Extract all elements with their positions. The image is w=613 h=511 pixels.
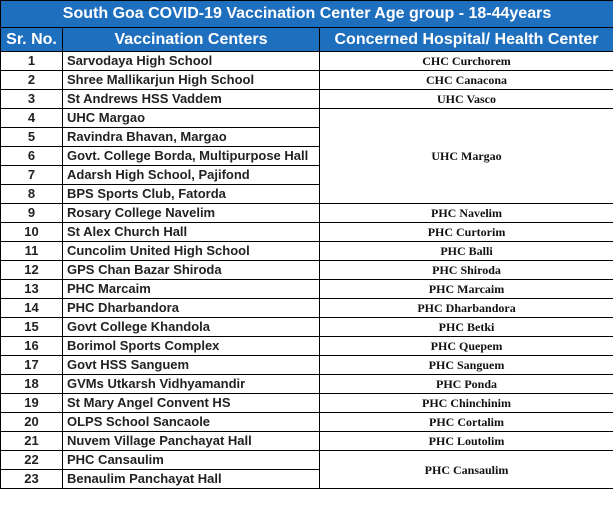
- table-row: [1, 356, 613, 375]
- hospital-cell: PHC Cansaulim: [320, 451, 613, 489]
- vaccination-center-cell: Govt HSS Sanguem: [63, 356, 320, 375]
- sr-no-cell: 2: [1, 71, 63, 90]
- table-row: [1, 299, 613, 318]
- column-header-row: [1, 28, 613, 52]
- table-body: [1, 52, 613, 489]
- vaccination-center-cell: PHC Marcaim: [63, 280, 320, 299]
- sr-no-cell: 20: [1, 413, 63, 432]
- title-row: [1, 1, 613, 28]
- sr-no-cell: 5: [1, 128, 63, 147]
- hospital-cell: PHC Balli: [320, 242, 613, 261]
- sr-no-cell: 17: [1, 356, 63, 375]
- table-row: [1, 204, 613, 223]
- vaccination-center-cell: GVMs Utkarsh Vidhyamandir: [63, 375, 320, 394]
- table-row: [1, 451, 613, 470]
- hospital-cell: PHC Navelim: [320, 204, 613, 223]
- sr-no-cell: 10: [1, 223, 63, 242]
- vaccination-center-cell: St Alex Church Hall: [63, 223, 320, 242]
- hospital-cell: PHC Curtorim: [320, 223, 613, 242]
- sr-no-cell: 15: [1, 318, 63, 337]
- sr-no-cell: 18: [1, 375, 63, 394]
- table-row: [1, 52, 613, 71]
- sr-no-cell: 1: [1, 52, 63, 71]
- sr-no-cell: 13: [1, 280, 63, 299]
- vaccination-center-cell: Rosary College Navelim: [63, 204, 320, 223]
- table-row: [1, 280, 613, 299]
- vaccination-center-cell: Govt. College Borda, Multipurpose Hall: [63, 147, 320, 166]
- vaccination-center-cell: Borimol Sports Complex: [63, 337, 320, 356]
- table-row: [1, 337, 613, 356]
- vaccination-center-cell: St Mary Angel Convent HS: [63, 394, 320, 413]
- table-row: [1, 109, 613, 128]
- vaccination-center-cell: UHC Margao: [63, 109, 320, 128]
- vaccination-center-cell: BPS Sports Club, Fatorda: [63, 185, 320, 204]
- hospital-cell: PHC Dharbandora: [320, 299, 613, 318]
- column-header-hospital: Concerned Hospital/ Health Center: [320, 28, 613, 52]
- table-row: [1, 242, 613, 261]
- table-row: [1, 71, 613, 90]
- vaccination-center-cell: St Andrews HSS Vaddem: [63, 90, 320, 109]
- table-row: [1, 223, 613, 242]
- hospital-cell: PHC Marcaim: [320, 280, 613, 299]
- table-row: [1, 261, 613, 280]
- hospital-cell: PHC Chinchinim: [320, 394, 613, 413]
- vaccination-center-cell: PHC Dharbandora: [63, 299, 320, 318]
- table-title: South Goa COVID-19 Vaccination Center Age group - 18-44years: [1, 1, 613, 28]
- hospital-cell: PHC Sanguem: [320, 356, 613, 375]
- sr-no-cell: 21: [1, 432, 63, 451]
- vaccination-center-cell: Ravindra Bhavan, Margao: [63, 128, 320, 147]
- vaccination-center-cell: Benaulim Panchayat Hall: [63, 470, 320, 489]
- vaccination-center-cell: GPS Chan Bazar Shiroda: [63, 261, 320, 280]
- sr-no-cell: 14: [1, 299, 63, 318]
- hospital-cell: PHC Cortalim: [320, 413, 613, 432]
- sr-no-cell: 7: [1, 166, 63, 185]
- vaccination-center-cell: Shree Mallikarjun High School: [63, 71, 320, 90]
- sr-no-cell: 9: [1, 204, 63, 223]
- column-header-sr-no: Sr. No.: [1, 28, 63, 52]
- vaccination-center-cell: Adarsh High School, Pajifond: [63, 166, 320, 185]
- vaccination-center-cell: Govt College Khandola: [63, 318, 320, 337]
- sr-no-cell: 11: [1, 242, 63, 261]
- vaccination-center-cell: Nuvem Village Panchayat Hall: [63, 432, 320, 451]
- vaccination-center-cell: PHC Cansaulim: [63, 451, 320, 470]
- table-row: [1, 394, 613, 413]
- sr-no-cell: 19: [1, 394, 63, 413]
- table-row: [1, 432, 613, 451]
- sr-no-cell: 6: [1, 147, 63, 166]
- sr-no-cell: 8: [1, 185, 63, 204]
- sr-no-cell: 12: [1, 261, 63, 280]
- table-row: [1, 90, 613, 109]
- table-row: [1, 413, 613, 432]
- vaccination-center-cell: Cuncolim United High School: [63, 242, 320, 261]
- vaccination-center-cell: Sarvodaya High School: [63, 52, 320, 71]
- sr-no-cell: 16: [1, 337, 63, 356]
- table-row: [1, 318, 613, 337]
- hospital-cell: CHC Canacona: [320, 71, 613, 90]
- sr-no-cell: 22: [1, 451, 63, 470]
- column-header-vaccination-centers: Vaccination Centers: [63, 28, 320, 52]
- hospital-cell: UHC Vasco: [320, 90, 613, 109]
- table-row: [1, 375, 613, 394]
- sr-no-cell: 4: [1, 109, 63, 128]
- hospital-cell: PHC Ponda: [320, 375, 613, 394]
- sr-no-cell: 3: [1, 90, 63, 109]
- hospital-cell: PHC Loutolim: [320, 432, 613, 451]
- hospital-cell: PHC Quepem: [320, 337, 613, 356]
- sr-no-cell: 23: [1, 470, 63, 489]
- hospital-cell: CHC Curchorem: [320, 52, 613, 71]
- vaccination-center-cell: OLPS School Sancaole: [63, 413, 320, 432]
- hospital-cell: PHC Shiroda: [320, 261, 613, 280]
- hospital-cell: UHC Margao: [320, 109, 613, 204]
- hospital-cell: PHC Betki: [320, 318, 613, 337]
